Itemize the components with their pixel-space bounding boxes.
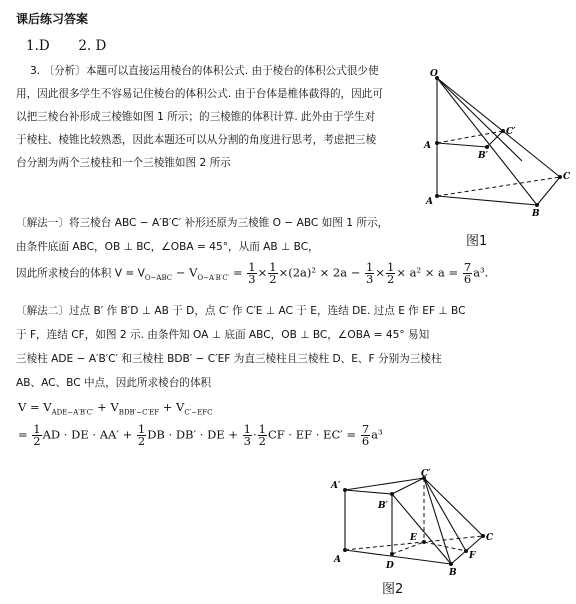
answer-2: 2. D <box>78 38 107 54</box>
fig1-label-a: A <box>426 197 433 207</box>
fig2-label-e: E <box>410 533 417 543</box>
fig2-label-b: B <box>449 568 457 576</box>
solution1-line-1: 〔解法一〕将三棱台 ABC − A′B′C′ 补形还原为三棱锥 O − ABC 如图 1 所示， <box>16 217 389 229</box>
fig2-label-d: D <box>386 561 394 571</box>
analysis-line-3: 以把三棱台补形成三棱锥如图 1 所示；的三棱锥的体积计算. 此外由于学生对 <box>16 111 376 123</box>
solution2-line-3: 三棱柱 ADE − A′B′C′ 和三棱柱 BDB′ − C′EF 为直三棱柱且三棱柱 D、E、F 分别为三棱柱 <box>16 353 442 365</box>
fig1-label-c: C <box>563 172 571 182</box>
fig2-label-c: C <box>486 533 494 543</box>
fig1-label-a1: A <box>424 141 431 151</box>
solution2-formula-line-2: = $\frac{1}{2}$ AD · DE · AA′ + $\frac{1}{2}$ DB · DB′ · DE + $\frac{1}{3}$ · $\frac{1}{2}$ CF · EF · EC′ = $\frac{7}{6}$ a³ <box>18 422 383 448</box>
fig1-label-o: O <box>430 69 438 79</box>
fig1-label-c1: C′ <box>506 127 516 137</box>
fig2-label-c1: C′ <box>421 469 431 479</box>
analysis-line-4: 于棱柱、棱锥比较熟悉，因此本题还可以从分割的角度进行思考，考虑把三棱 <box>16 134 377 146</box>
solution2-formula-line-1: $V = V_{ADE-A'B'C'} + V_{BDB'-C'EF} + V_{C'-EFC}$ <box>18 400 213 417</box>
analysis-line-5: 台分割为两个三棱柱和一个三棱锥如图 2 所示 <box>16 157 231 169</box>
figure-2-diagram <box>328 466 498 576</box>
answer-1: 1.D <box>26 38 50 54</box>
figure-1-diagram <box>420 62 576 222</box>
fig2-label-a1: A′ <box>331 481 341 491</box>
fig1-label-b: B <box>532 209 540 219</box>
fig1-label-b1: B′ <box>478 151 488 161</box>
analysis-line-2: 用，因此很多学生不容易记住棱台的体积公式. 由于台体是椎体截得的，因此可 <box>16 88 383 100</box>
solution2-line-4: AB、AC、BC 中点，因此所求棱台的体积 <box>16 377 212 389</box>
solution1-formula: 因此所求棱台的体积 $V = V_{O-ABC} - V_{O-A'B'C'}$ = $\frac{1}{3}$ × $\frac{1}{2}$ ×(2a)² × 2a − $\frac{1}{3}$ × $\frac{1}{2}$ × a² × a = $\frac{7}{6}$ a³. <box>16 260 489 286</box>
solution1-line-2: 由条件底面 ABC，OB ⊥ BC，∠OBA = 45°，从而 AB ⊥ BC， <box>16 241 319 253</box>
answers-row <box>26 38 106 54</box>
solution2-line-1: 〔解法二〕过点 B′ 作 B′D ⊥ AB 于 D，点 C′ 作 C′E ⊥ AC 于 E，连结 DE. 过点 E 作 EF ⊥ BC <box>16 305 466 317</box>
fig2-label-b1: B′ <box>378 501 388 511</box>
analysis-line-1: 3. 〔分析〕本题可以直接运用棱台的体积公式. 由于棱台的体积公式很少使 <box>30 65 379 77</box>
figure-1-caption: 图1 <box>466 234 488 249</box>
fig2-label-f: F <box>469 551 476 561</box>
figure-2-caption: 图2 <box>382 582 404 597</box>
fig2-label-a: A <box>334 555 341 565</box>
page-title: 课后练习答案 <box>16 12 89 26</box>
solution2-line-2: 于 F，连结 CF，如图 2 示. 由条件知 OA ⊥ 底面 ABC，OB ⊥ BC，∠OBA = 45° 易知 <box>16 329 430 341</box>
